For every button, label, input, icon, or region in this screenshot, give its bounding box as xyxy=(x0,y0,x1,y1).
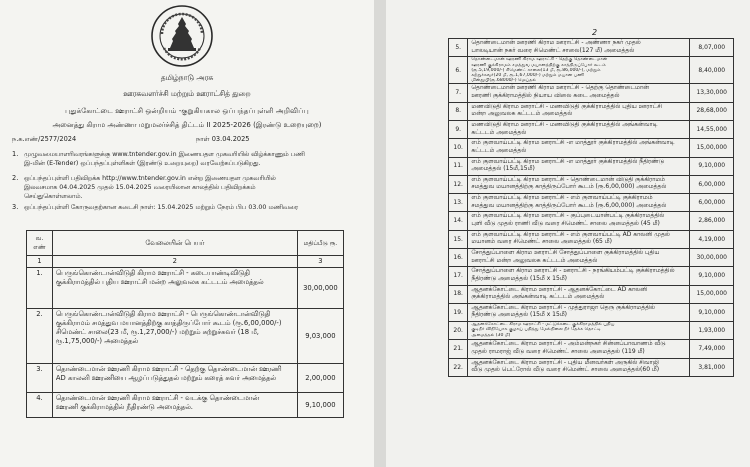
work-line: சமத்துவ மயானத்திற்கு காத்திருப்போர் கூடம் (ரூ.6,00,000) அமைத்தல் xyxy=(471,183,667,191)
work-line: வீடு முதல் பெட்ரோல் வீடு வரை சிமெண்ட் சாலை அமைத்தல்(60 மீ) xyxy=(471,366,660,374)
row-work-name xyxy=(468,267,690,285)
table-row xyxy=(449,102,734,120)
row-amount: 9,10,000 xyxy=(690,303,734,321)
work-line: குடிநீர் விநியோக குழாய் பதித்து மேல்நிலை நீர் தேக்க தொட்டி xyxy=(471,327,601,333)
row-serial: 5. xyxy=(449,39,468,57)
row-serial: 14. xyxy=(449,212,468,230)
row-amount: 6,00,000 xyxy=(690,175,734,193)
row-work-name xyxy=(468,84,690,102)
work-line: தொண்டைமான் ஊரணி கிராம ஊராட்சி - தெற்கு தொண்டைமான் xyxy=(471,84,649,92)
work-line: அமைத்தல் (15மீ,15மீ) xyxy=(471,165,535,173)
row-work-name xyxy=(468,57,690,84)
table-row xyxy=(449,57,734,84)
table-row xyxy=(449,139,734,157)
header-serial: வ. எண் xyxy=(27,231,53,256)
work-line: அமைத்தல் (30 மீ) xyxy=(471,332,511,338)
row-serial: 20. xyxy=(449,322,468,340)
table-row xyxy=(449,84,734,102)
row-serial: 10. xyxy=(449,139,468,157)
work-line: குக்கிராமத்தில் புதிய ஊராட்சி மன்ற அலுவலக கட்டடம் அமைத்தல் xyxy=(55,278,264,286)
notice-date: நாள் 03.04.2025 xyxy=(196,135,250,143)
row-amount: 28,68,000 xyxy=(690,102,734,120)
work-line: எம் குளவாய்பட்டி கிராம ஊராட்சி -எ மாத்தூர் குக்கிராமத்தில் அங்கன்வாடி xyxy=(471,139,675,147)
work-line: (ரூ.5,19,000/-) சிமெண்ட் சாலை(13 மீ, ரூ.86,000/-), மற்றும் xyxy=(471,67,601,73)
header-scheme: அனைத்து கிராம அண்ணா மறுமலர்ச்சித் திட்டம் II 2025-2026 (இரண்டு உறையுறை) xyxy=(52,121,322,129)
work-line: ஆதனக்கோட்டை கிராம ஊராட்சி - அம்மன்நகர் சின்னப்பாவாணம் வீடு xyxy=(471,340,666,348)
table-row xyxy=(449,322,734,340)
row-work-name xyxy=(468,175,690,193)
table-header-row xyxy=(27,231,344,256)
work-line: கட்டடம் அமைத்தல் xyxy=(471,128,527,136)
header-work-name: வேலையின் பெயர் xyxy=(52,231,297,256)
row-amount: 30,00,000 xyxy=(297,268,343,309)
table-row xyxy=(449,120,734,138)
work-line: மணவிடுதி கிராம ஊராட்சி - மணவிடுதி குக்கிராமத்தில் அங்கன்வாடி xyxy=(471,120,658,128)
row-work-name xyxy=(468,139,690,157)
row-amount: 15,00,000 xyxy=(690,139,734,157)
row-serial: 7. xyxy=(449,84,468,102)
subheader-cell: 2 xyxy=(52,256,297,268)
work-line: நீதிரண்டு அமைத்தல் (15மீ x 15மீ) xyxy=(471,274,568,282)
row-serial: 15. xyxy=(449,230,468,248)
work-line: தொண்டைமான் ஊரணி கிராம ஊராட்சி - தெற்கு தொண்டைமான் xyxy=(471,57,608,63)
header-gov: தமிழ்நாடு அரசு xyxy=(160,73,214,82)
row-amount: 6,00,000 xyxy=(690,194,734,212)
point-text: செய்துகொள்ளலாம். xyxy=(24,193,83,200)
point-number: 3. xyxy=(12,203,19,211)
row-amount: 30,00,000 xyxy=(690,248,734,266)
work-line: பெருங்கொண்டான்விடுதி கிராம ஊராட்சி - பெருங்கொண்டான்விடுதி xyxy=(55,310,271,318)
work-line: எம் குளவாய்பட்டி கிராம ஊராட்சி - எம் குளவாய்பட்டி AD காலனி முதல் xyxy=(471,230,670,238)
work-line: முதல் ராமராஜ் வீடு வரை சிமெண்ட் சாலை அமைத்தல் (119 மீ) xyxy=(471,348,645,356)
row-amount: 8,40,000 xyxy=(690,57,734,84)
work-line: சமத்துவ மயானத்திற்கு காத்திருப்போர் கூடம் (ரூ.6,00,000) அமைத்தல் xyxy=(471,201,667,209)
row-serial: 12. xyxy=(449,175,468,193)
left-page xyxy=(0,0,374,467)
row-serial: 2. xyxy=(27,309,53,364)
work-line: ஊராட்சி மன்ற அலுவலக கட்டடம் அமைத்தல் xyxy=(471,256,598,264)
row-work-name xyxy=(468,340,690,358)
right-page xyxy=(386,0,750,467)
row-work-name xyxy=(468,102,690,120)
work-line: எம் குளவாய்பட்டி கிராம ஊராட்சி - குப்புடையான்பட்டி குக்கிராமத்தில் xyxy=(471,212,665,220)
work-line: ஆதனக்கோட்டை கிராம ஊராட்சி - புதிய மீனவர்கள் அருகில் சிவாஜி xyxy=(471,358,659,366)
row-work-name xyxy=(468,322,690,340)
work-line: பெருங்கொண்டான்விடுதி கிராம ஊராட்சி - கடையாண்டிவிடுதி xyxy=(55,269,250,277)
point-text: இ-மின் (E-Tender) ஒப்பந்தப்புள்ளிகள் (இரண்டு உறையுறை) வரவேற்கப்படுகிறது. xyxy=(24,160,261,167)
row-serial: 18. xyxy=(449,285,468,303)
work-line: புளி வீடு முதல் ராணி வீடு வரை சிமெண்ட் சாலை அமைத்தல் (45 மீ) xyxy=(471,219,660,227)
row-serial: 19. xyxy=(449,303,468,321)
row-amount: 15,00,000 xyxy=(690,285,734,303)
work-line: தொண்டைமான் ஊரணி கிராம ஊராட்சி - வடக்கு தொண்டைமான் xyxy=(55,394,259,402)
table-row xyxy=(27,268,344,309)
row-amount: 9,10,000 xyxy=(690,157,734,175)
point-number: 1. xyxy=(12,150,19,158)
work-line: மின்தூபி(ரூ.68000/-) மெய்தல் xyxy=(471,78,537,84)
row-work-name xyxy=(468,303,690,321)
work-line: மயானம் வரை சிமெண்ட் சாலை அமைத்தல் (65 மீ) xyxy=(471,238,612,246)
row-serial: 8. xyxy=(449,102,468,120)
work-line: AD காலனி ஊரணியை ஆழப்படுத்துதல் மற்றும் கரைத் சுவர் அமைத்தல் xyxy=(55,374,277,382)
subheader-cell: 1 xyxy=(27,256,53,268)
work-line: குக்கிராமத்தில் அங்கன்வாடி கட்டடம் அமைத்தல் xyxy=(471,293,605,301)
row-amount: 2,00,000 xyxy=(297,364,343,393)
point-text: முழுவமையாளரிவரங்களுக்கு www.tntender.gov.in இணையதள முகவரியில் விழ்க்காணும் பணி xyxy=(24,151,305,158)
row-work-name xyxy=(468,285,690,303)
work-line: குக்கிராமம் சமத்துவ மயானத்திற்கு காத்திருப்போர் கூடம் (ரூ.6,00,000/-) xyxy=(55,319,282,327)
table-subheader-row xyxy=(27,256,344,268)
table-row xyxy=(449,248,734,266)
work-line: ஊரணி குக்கிராமத்தில் நியாய விலை கடை அமைத்தல் xyxy=(471,91,620,99)
work-line: கட்டடம் அமைத்தல் xyxy=(471,146,527,154)
work-line: ஆதனக்கோட்டை கிராம ஊராட்சி - ஆதனக்கோட்டை AD காலனி xyxy=(471,285,648,293)
row-work-name xyxy=(468,358,690,376)
work-line: மன்ற அலுவலக கட்டடம் அமைத்தல் xyxy=(471,110,573,118)
row-serial: 13. xyxy=(449,194,468,212)
row-amount: 8,07,000 xyxy=(690,39,734,57)
row-amount: 9,10,000 xyxy=(297,393,343,418)
row-work-name xyxy=(52,309,297,364)
header-dept: ஊரகவளர்ச்சி மற்றும் ஊராட்சித் துறை xyxy=(123,89,251,98)
header-estimate: மதிப்பீடு ரூ. xyxy=(297,231,343,256)
point-text: ஒப்பந்தப்புள்ளி பதிவிறக்க http://www.tntender.gov.in என்ற இணையதள முகவரியில் xyxy=(24,175,276,182)
row-amount: 7,49,000 xyxy=(690,340,734,358)
tamilnadu-emblem-icon xyxy=(150,4,214,68)
row-work-name xyxy=(468,230,690,248)
row-amount: 2,86,000 xyxy=(690,212,734,230)
works-table-right xyxy=(448,38,734,377)
table-row xyxy=(449,39,734,57)
row-serial: 3. xyxy=(27,364,53,393)
table-row xyxy=(449,175,734,193)
work-line: மணவிடுதி கிராம ஊராட்சி - மணவிடுதி குக்கிராமத்தில் புதிய ஊராட்சி xyxy=(471,102,662,110)
table-row xyxy=(449,157,734,175)
row-work-name xyxy=(52,364,297,393)
row-serial: 16. xyxy=(449,248,468,266)
table-row xyxy=(449,340,734,358)
row-serial: 1. xyxy=(27,268,53,309)
work-line: எம் குளவாய்பட்டி கிராம ஊராட்சி - தொண்டைமான் விடுதி குக்கிராமம் xyxy=(471,175,665,183)
work-line: ஆதனக்கோட்டை கிராம ஊராட்சி - மட்டுக்கடை குக்கிராமத்தில் புதிய xyxy=(471,322,615,328)
work-line: ஊரணி குக்கிராமத்தில் நீதிரண்டு அமைத்தல். xyxy=(55,403,193,411)
row-serial: 11. xyxy=(449,157,468,175)
row-work-name xyxy=(468,194,690,212)
row-amount: 3,81,000 xyxy=(690,358,734,376)
table-row xyxy=(449,303,734,321)
point-text: ஒப்பந்தப்புள்ளி கோருவதற்கான கடைசி நாள்: 15.04.2025 மற்றும் நேரம் பிப 03.00 மணிவரை xyxy=(24,204,299,211)
point-number: 2. xyxy=(12,174,19,182)
row-serial: 22. xyxy=(449,358,468,376)
work-line: ரூ.1,75,000/-) அமைத்தல் xyxy=(55,337,139,345)
work-line: எம் குளவாய்பட்டி கிராம ஊராட்சி -எ மாத்தூர் குக்கிராமத்தில் நீதிரண்டு xyxy=(471,157,665,165)
row-amount: 9,10,000 xyxy=(690,267,734,285)
row-work-name xyxy=(52,393,297,418)
work-line: பாலடியான் நகர் வரை சிமெண்ட் சாலை(127 மீ) அமைத்தல் xyxy=(471,46,635,54)
row-serial: 4. xyxy=(27,393,53,418)
header-tender-notice: புதுக்கோட்டை ஊராட்சி ஒன்றியம் -குறுகியகால ஒப்பந்தப்புள்ளி அறிவிப்பு xyxy=(65,106,309,115)
work-line: எம் குளவாய்பட்டி கிராம ஊராட்சி - எம் குளவாய்பட்டி குக்கிராமம் xyxy=(471,194,653,202)
works-table-left xyxy=(26,230,344,418)
row-amount: 14,55,000 xyxy=(690,120,734,138)
table-row xyxy=(449,194,734,212)
row-work-name xyxy=(468,212,690,230)
row-amount: 4,19,000 xyxy=(690,230,734,248)
row-work-name xyxy=(468,157,690,175)
table-row xyxy=(449,212,734,230)
row-serial: 17. xyxy=(449,267,468,285)
row-amount: 13,30,000 xyxy=(690,84,734,102)
table-row xyxy=(27,393,344,418)
table-row xyxy=(449,285,734,303)
work-line: சிமெண்ட் சாலை(23 மீ, ரூ.1,27,000/-) மற்றும் சுற்றுச்சுவர் (18 மீ, xyxy=(55,328,259,336)
reference-number: ந.க.எண்/2577/2024 xyxy=(12,135,77,143)
row-work-name xyxy=(468,39,690,57)
row-amount: 1,93,000 xyxy=(690,322,734,340)
work-line: ஆதனக்கோட்டை கிராம ஊராட்சி - முத்துராஜா தெரு குக்கிராமத்தில் xyxy=(471,303,656,311)
work-line: தொண்டைமான் ஊரணி கிராம ஊராட்சி - அண்ணா நகர் முதல் xyxy=(471,39,641,46)
table-row xyxy=(449,267,734,285)
work-line: ஊரணி குக்கிராமம் சமத்துவ மயானத்திற்கு காத்திருப்போர் கூடம் xyxy=(471,62,606,68)
page-number: 2 xyxy=(592,28,598,37)
row-work-name xyxy=(468,248,690,266)
row-amount: 9,03,000 xyxy=(297,309,343,364)
work-line: நீதிரண்டு அமைத்தல் (15மீ x 15மீ) xyxy=(471,311,568,319)
row-serial: 6. xyxy=(449,57,468,84)
work-line: தொண்டைமான் ஊரணி கிராம ஊராட்சி - தெற்கு தொண்டைமான் ஊரணி xyxy=(55,365,282,373)
subheader-cell: 3 xyxy=(297,256,343,268)
table-row xyxy=(449,230,734,248)
row-serial: 21. xyxy=(449,340,468,358)
table-row xyxy=(449,358,734,376)
row-serial: 9. xyxy=(449,120,468,138)
work-line: சோத்துப்பாளை கிராம ஊராட்சி - ஊராட்சி - நரங்கியம்பட்டி குக்கிராமத்தில் xyxy=(471,267,675,275)
table-row xyxy=(27,364,344,393)
work-line: சோத்துப்பாளை கிராம ஊராட்சி சோத்துப்பாளை குக்கிராமத்தில் புதிய xyxy=(471,248,660,256)
row-work-name xyxy=(52,268,297,309)
work-line: சுற்றுச்சுவர்(20 மீ, ரூ.1,67,000/-) மற்றும் மயான பணி xyxy=(471,72,585,78)
row-work-name xyxy=(468,120,690,138)
table-row xyxy=(27,309,344,364)
point-text: இலவசமாக 04.04.2025 முதல் 15.04.2025 வரையிலான காலத்தில் பதிவிறக்கம் xyxy=(24,184,256,191)
